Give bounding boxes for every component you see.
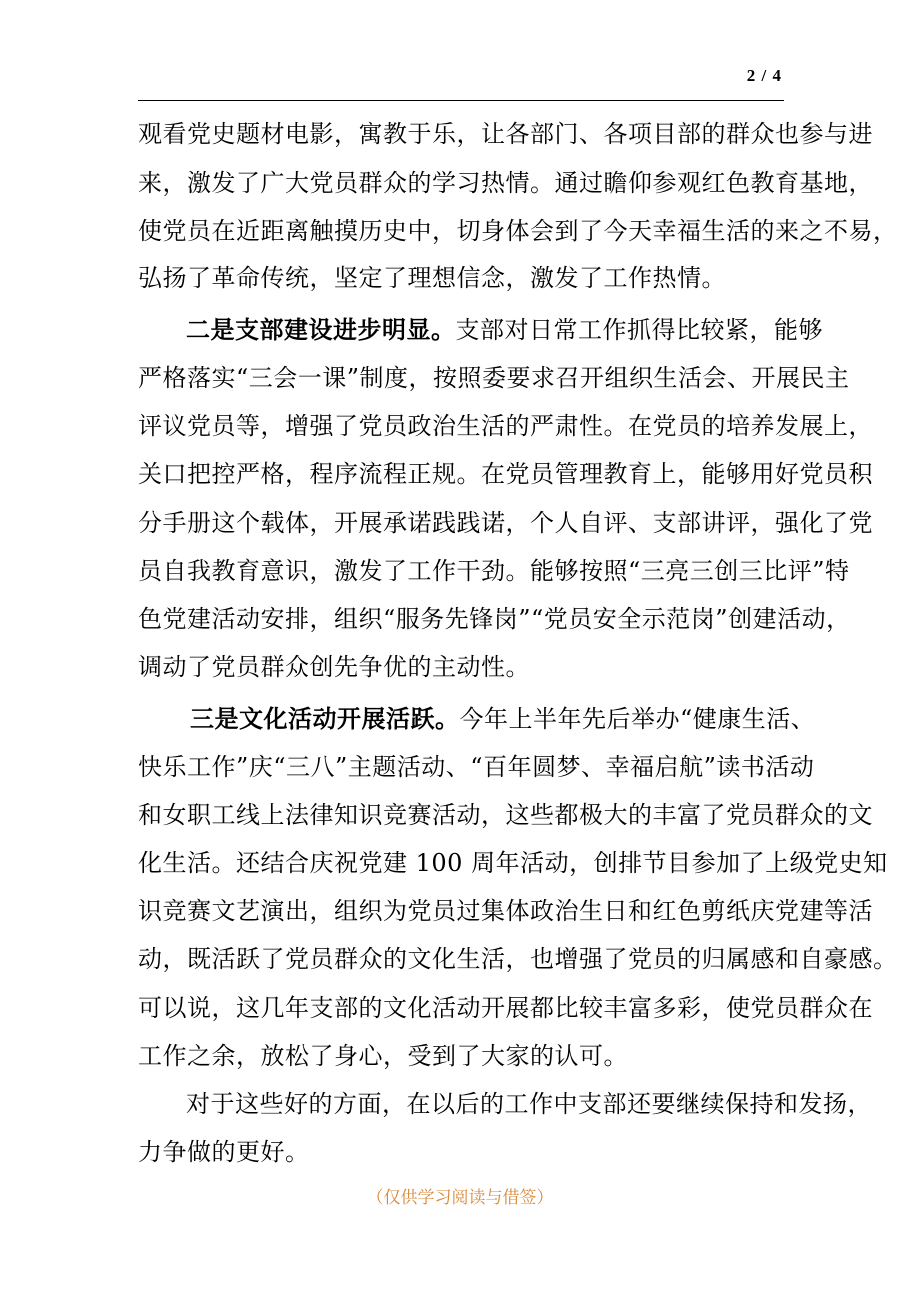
section-heading: 三是文化活动开展活跃。 [190,704,460,733]
text-line: 来，激发了广大党员群众的学习热情。通过瞻仰参观红色教育基地， [138,169,873,197]
text-line: 力争做的更好。 [138,1138,310,1166]
text-line: 关口把控严格，程序流程正规。在党员管理教育上，能够用好党员积 [138,460,873,488]
text-line: 识竞赛文艺演出，组织为党员过集体政治生日和红色剪纸庆党建等活 [138,897,873,925]
heading-continuation: 支部对日常工作抓得比较紧，能够 [455,316,823,344]
text-line [190,703,815,735]
text-line: 化生活。还结合庆祝党建 100 周年活动，创排节目参加了上级党史知 [138,849,888,877]
text-line: 使党员在近距离触摸历史中，切身体会到了今天幸福生活的来之不易， [138,217,898,245]
text-line: 对于这些好的方面，在以后的工作中支部还要继续保持和发扬， [186,1090,872,1118]
text-line: 动，既活跃了党员群众的文化生活，也增强了党员的归属感和自豪感。 [138,945,898,973]
text-line: 员自我教育意识，激发了工作干劲。能够按照“三亮三创三比评”特 [138,557,850,585]
text-line: 严格落实“三会一课”制度，按照委要求召开组织生活会、开展民主 [138,364,850,392]
text-line: 色党建活动安排，组织“服务先锋岗”“党员安全示范岗”创建活动， [138,605,851,633]
text-line [186,314,823,346]
text-line: 观看党史题材电影，寓教于乐，让各部门、各项目部的群众也参与进 [138,120,873,148]
text-line: 工作之余，放松了身心，受到了大家的认可。 [138,1042,628,1070]
page-number: 2 / 4 [746,66,782,85]
footer-note: （仅供学习阅读与借签） [366,1188,554,1208]
text-line: 弘扬了革命传统，坚定了理想信念，激发了工作热情。 [138,264,726,292]
text-line: 快乐工作”庆“三八”主题活动、“百年圆梦、幸福启航”读书活动 [138,753,815,781]
text-line: 调动了党员群众创先争优的主动性。 [138,653,530,681]
text-line: 可以说，这几年支部的文化活动开展都比较丰富多彩，使党员群众在 [138,994,873,1022]
heading-continuation: 今年上半年先后举办“健康生活、 [459,705,816,733]
header-rule [138,100,784,101]
text-line: 和女职工线上法律知识竞赛活动，这些都极大的丰富了党员群众的文 [138,801,873,829]
section-heading: 二是支部建设进步明显。 [186,315,456,344]
text-line: 评议党员等，增强了党员政治生活的严肃性。在党员的培养发展上， [138,412,873,440]
text-line: 分手册这个载体，开展承诺践践诺，个人自评、支部讲评，强化了党 [138,509,873,537]
